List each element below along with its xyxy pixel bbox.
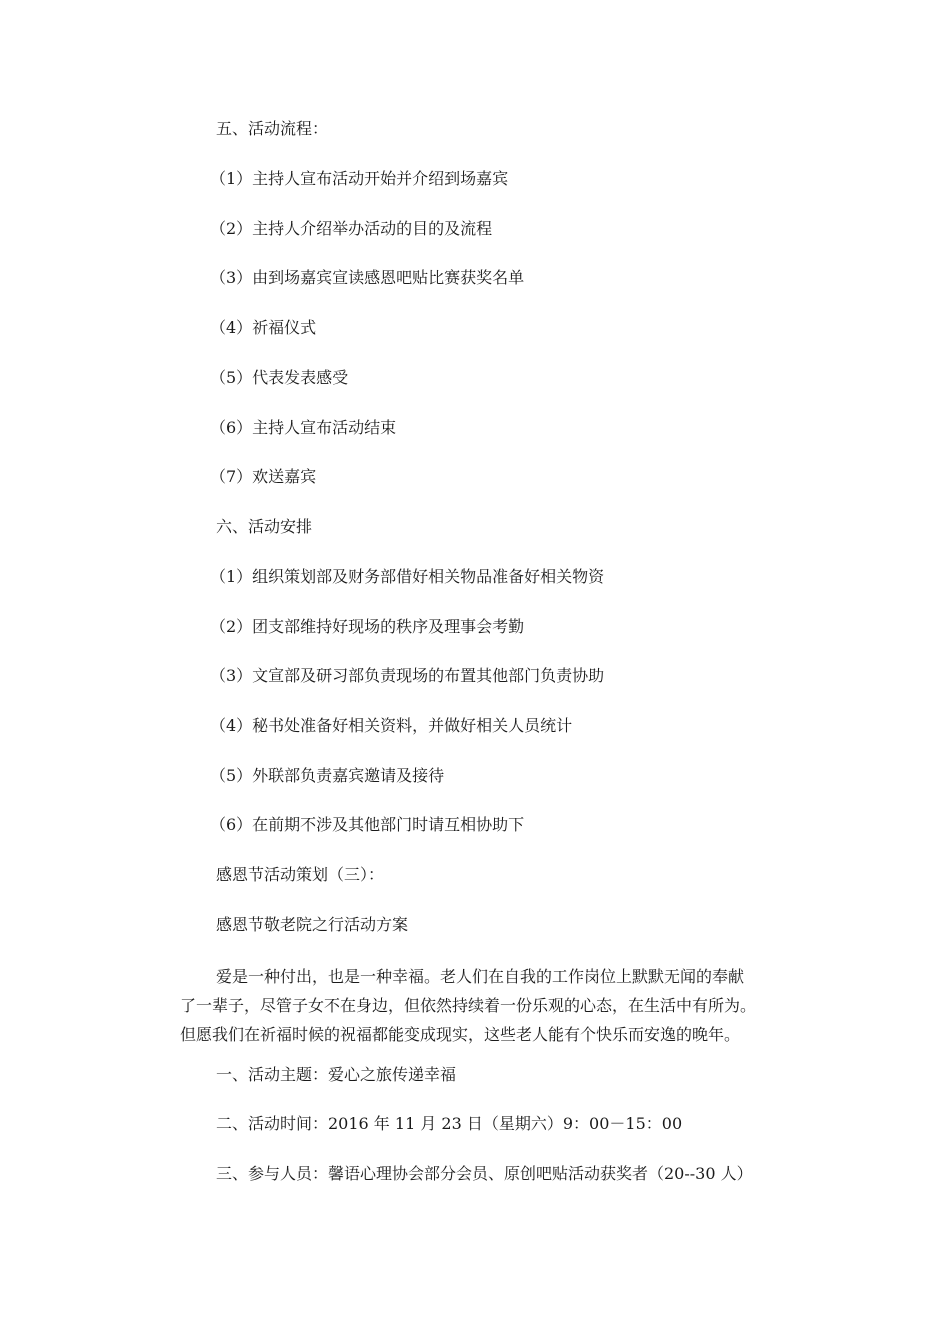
time-line: 二、活动时间：2016 年 11 月 23 日（星期六）9：00－15：00 — [216, 1114, 683, 1133]
intro-paragraph — [180, 962, 780, 1049]
process-item-4: （4）祈福仪式 — [210, 318, 317, 337]
intro-line-2: 了一辈子，尽管子女不在身边，但依然持续着一份乐观的心态，在生活中有所为。 — [180, 996, 757, 1015]
process-item-5: （5）代表发表感受 — [210, 368, 349, 387]
intro-line-3: 但愿我们在祈福时候的祝福都能变成现实，这些老人能有个快乐而安逸的晚年。 — [180, 1025, 741, 1044]
arrangement-item-3: （3）文宣部及研习部负责现场的布置其他部门负责协助 — [210, 666, 605, 685]
plan-subtitle: 感恩节敬老院之行活动方案 — [216, 915, 409, 934]
intro-line-1: 爱是一种付出，也是一种幸福。老人们在自我的工作岗位上默默无闻的奉献 — [216, 967, 745, 986]
arrangement-item-2: （2）团支部维持好现场的秩序及理事会考勤 — [210, 617, 525, 636]
arrangement-item-5: （5）外联部负责嘉宾邀请及接待 — [210, 766, 445, 785]
process-item-2: （2）主持人介绍举办活动的目的及流程 — [210, 219, 493, 238]
arrangement-heading: 六、活动安排 — [216, 517, 313, 536]
arrangement-item-6: （6）在前期不涉及其他部门时请互相协助下 — [210, 815, 525, 834]
theme-line: 一、活动主题：爱心之旅传递幸福 — [216, 1065, 457, 1084]
process-heading: 五、活动流程： — [216, 119, 329, 138]
arrangement-item-1: （1）组织策划部及财务部借好相关物品准备好相关物资 — [210, 567, 605, 586]
process-item-1: （1）主持人宣布活动开始并介绍到场嘉宾 — [210, 169, 509, 188]
process-item-3: （3）由到场嘉宾宣读感恩吧贴比赛获奖名单 — [210, 268, 525, 287]
process-item-6: （6）主持人宣布活动结束 — [210, 418, 397, 437]
participants-line: 三、参与人员：馨语心理协会部分会员、原创吧贴活动获奖者（20--30 人） — [216, 1164, 753, 1183]
plan-title: 感恩节活动策划（三）： — [216, 865, 385, 884]
arrangement-item-4: （4）秘书处准备好相关资料，并做好相关人员统计 — [210, 716, 573, 735]
process-item-7: （7）欢送嘉宾 — [210, 467, 317, 486]
